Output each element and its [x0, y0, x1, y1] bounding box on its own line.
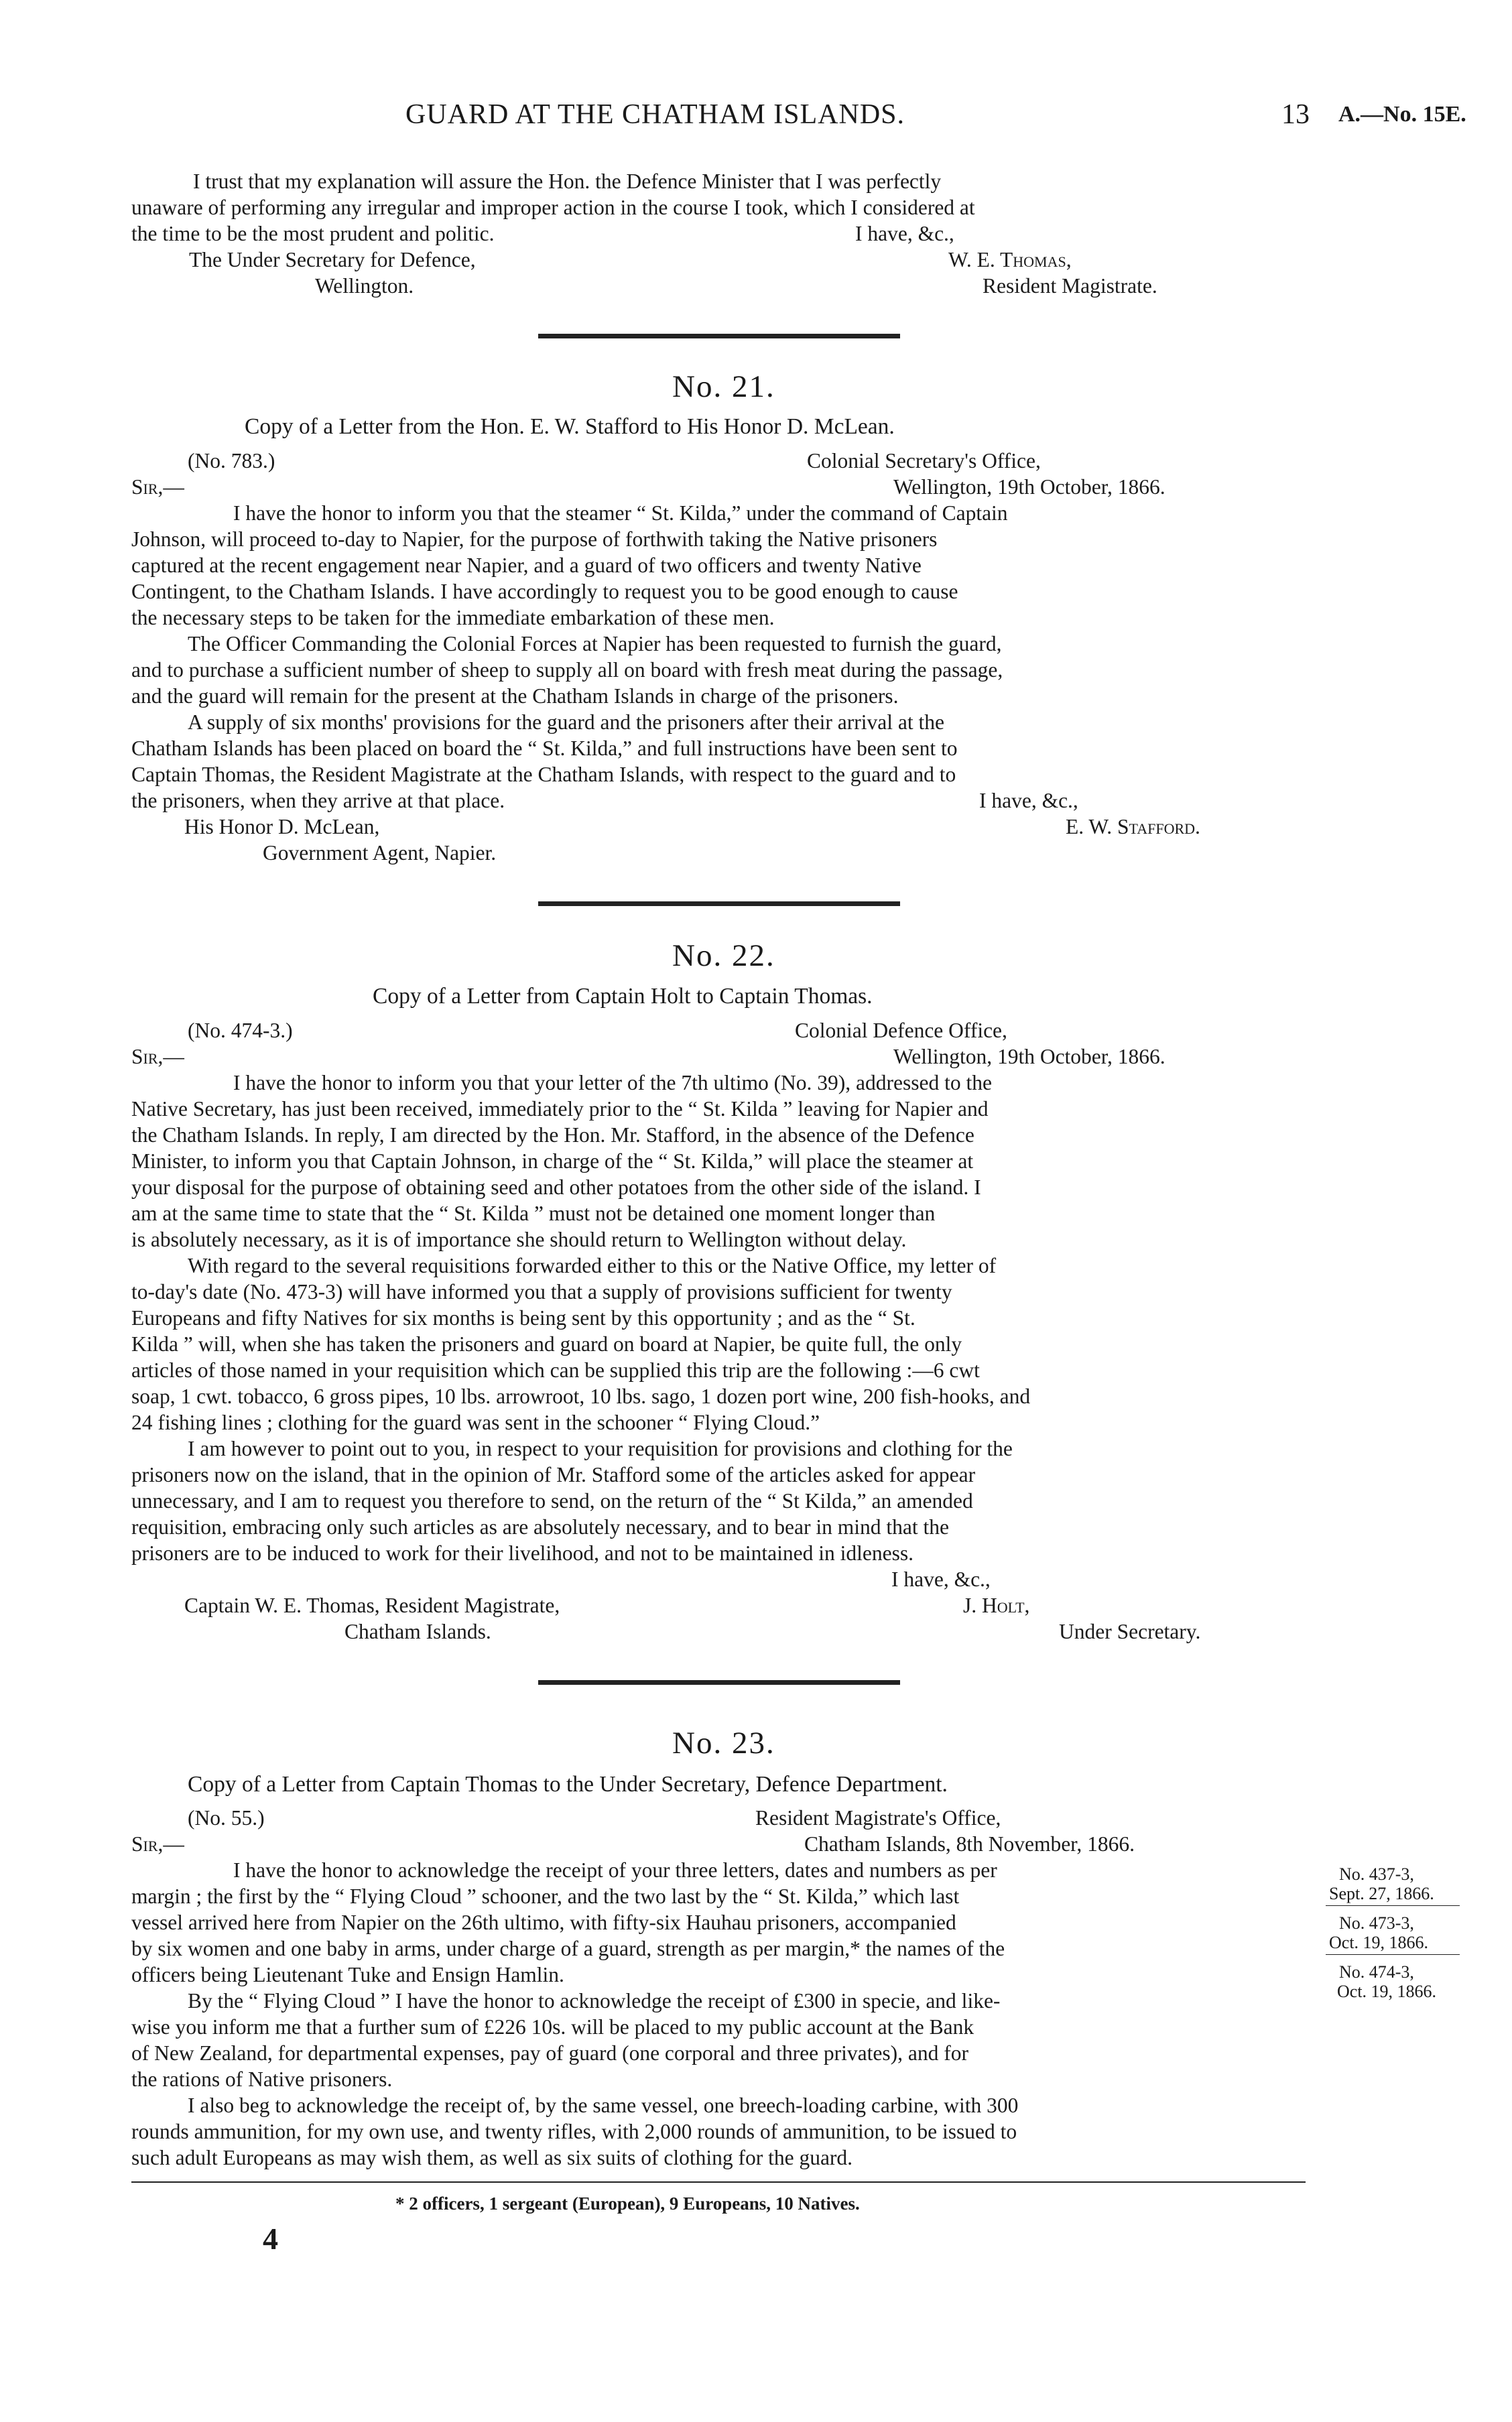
- body-line: Europeans and fifty Natives for six months is being sent by this opportunity ; and as the “ St.: [131, 1306, 916, 1330]
- office: Colonial Secretary's Office,: [807, 449, 1041, 472]
- date: Wellington, 19th October, 1866.: [893, 1045, 1166, 1068]
- letter-copy-line: Copy of a Letter from Captain Holt to Captain Thomas.: [373, 984, 873, 1009]
- body-line: Minister, to inform you that Captain Johnson, in charge of the “ St. Kilda,” will place the steamer at: [131, 1149, 974, 1173]
- addressee-line: Captain W. E. Thomas, Resident Magistrate,: [184, 1594, 560, 1617]
- margin-note-number: No. 437-3,: [1339, 1864, 1414, 1884]
- body-line: soap, 1 cwt. tobacco, 6 gross pipes, 10 lbs. arrowroot, 10 lbs. sago, 1 dozen port wine, 200 fish-hooks, and: [131, 1385, 1031, 1408]
- letter-number: No. 22.: [672, 938, 775, 973]
- footnote-rule: [131, 2181, 1306, 2183]
- body-line: such adult Europeans as may wish them, as well as six suits of clothing for the guard.: [131, 2146, 853, 2169]
- signature-line: J. Holt,: [963, 1594, 1030, 1617]
- addressee-line: Wellington.: [315, 274, 414, 298]
- letter-number: No. 23.: [672, 1726, 775, 1761]
- body-line: Johnson, will proceed to-day to Napier, for the purpose of forthwith taking the Native prisoners: [131, 527, 938, 551]
- body-line: by six women and one baby in arms, under charge of a guard, strength as per margin,* the names of the: [131, 1937, 1005, 1960]
- body-line: unnecessary, and I am to request you therefore to send, on the return of the “ St Kilda,” an amended: [131, 1489, 973, 1513]
- body-line: articles of those named in your requisition which can be supplied this trip are the following :—6 cwt: [131, 1358, 980, 1382]
- office: Resident Magistrate's Office,: [755, 1806, 1001, 1830]
- closing: I have, &c.,: [891, 1568, 991, 1591]
- body-line: Kilda ” will, when she has taken the prisoners and guard on board at Napier, be quite full, the only: [131, 1332, 962, 1356]
- section-divider: [538, 901, 900, 906]
- body-line: Captain Thomas, the Resident Magistrate at the Chatham Islands, with respect to the guard and to: [131, 763, 956, 786]
- salutation: Sir,—: [131, 475, 184, 499]
- section-divider: [538, 334, 900, 338]
- letter-copy-line: Copy of a Letter from Captain Thomas to the Under Secretary, Defence Department.: [188, 1772, 948, 1797]
- office: Colonial Defence Office,: [795, 1019, 1007, 1042]
- body-line: I have the honor to inform you that the steamer “ St. Kilda,” under the command of Captain: [233, 501, 1008, 525]
- signature-mark: 4: [263, 2222, 278, 2256]
- letter-ref: (No. 474-3.): [188, 1019, 293, 1042]
- margin-note-date: Oct. 19, 1866.: [1329, 1933, 1429, 1952]
- prev-letter-line: unaware of performing any irregular and improper action in the course I took, which I considered at: [131, 196, 975, 219]
- body-line: A supply of six months' provisions for the guard and the prisoners after their arrival at the: [188, 710, 944, 734]
- prev-letter-line: I trust that my explanation will assure the Hon. the Defence Minister that I was perfectly: [193, 170, 942, 193]
- margin-note-number: No. 474-3,: [1339, 1962, 1414, 1982]
- salutation: Sir,—: [131, 1832, 184, 1856]
- body-line: I also beg to acknowledge the receipt of, by the same vessel, one breech-loading carbine, with 300: [188, 2094, 1019, 2117]
- signature: E. W. Stafford.: [1066, 815, 1200, 838]
- body-line: I have the honor to acknowledge the receipt of your three letters, dates and numbers as per: [233, 1858, 997, 1882]
- date: Wellington, 19th October, 1866.: [893, 475, 1166, 499]
- section-divider: [538, 1680, 900, 1685]
- body-line: The Officer Commanding the Colonial Forces at Napier has been requested to furnish the guard,: [188, 632, 1002, 655]
- body-line: I am however to point out to you, in respect to your requisition for provisions and clothing for the: [188, 1437, 1013, 1460]
- prev-letter-line: the time to be the most prudent and politic.: [131, 222, 495, 245]
- letter-ref: (No. 55.): [188, 1806, 265, 1830]
- closing: I have, &c.,: [979, 789, 1078, 812]
- body-line: With regard to the several requisitions forwarded either to this or the Native Office, my letter of: [188, 1254, 997, 1277]
- body-line: of New Zealand, for departmental expenses, pay of guard (one corporal and three privates), and for: [131, 2041, 968, 2065]
- body-line: am at the same time to state that the “ St. Kilda ” must not be detained one moment longer than: [131, 1202, 936, 1225]
- margin-note-rule: [1326, 1905, 1460, 1906]
- signature-line: Resident Magistrate.: [983, 274, 1157, 298]
- margin-note-rule: [1326, 1954, 1460, 1955]
- margin-note-date: Sept. 27, 1866.: [1329, 1884, 1434, 1903]
- addressee-line: The Under Secretary for Defence,: [189, 248, 476, 271]
- body-line: and the guard will remain for the present at the Chatham Islands in charge of the prisoners.: [131, 684, 899, 708]
- body-line: requisition, embracing only such articles as are absolutely necessary, and to bear in mind that the: [131, 1515, 949, 1539]
- signature-line: Under Secretary.: [1059, 1620, 1201, 1643]
- page-number: 13: [1281, 99, 1310, 130]
- addressee-line: Chatham Islands.: [344, 1620, 491, 1643]
- body-line: prisoners now on the island, that in the opinion of Mr. Stafford some of the articles asked for appear: [131, 1463, 976, 1486]
- body-line: the prisoners, when they arrive at that place.: [131, 789, 505, 812]
- body-line: captured at the recent engagement near Napier, and a guard of two officers and twenty Native: [131, 554, 922, 577]
- addressee-line: His Honor D. McLean,: [184, 815, 380, 838]
- body-line: Contingent, to the Chatham Islands. I have accordingly to request you to be good enough to cause: [131, 580, 958, 603]
- body-line: I have the honor to inform you that your letter of the 7th ultimo (No. 39), addressed to the: [233, 1071, 992, 1094]
- signature-line: W. E. Thomas,: [948, 248, 1072, 271]
- letter-number: No. 21.: [672, 369, 775, 404]
- margin-note-date: Oct. 19, 1866.: [1337, 1982, 1437, 2001]
- addressee-line: Government Agent, Napier.: [263, 841, 497, 865]
- body-line: prisoners are to be induced to work for their livelihood, and not to be maintained in idleness.: [131, 1541, 914, 1565]
- document-reference: A.—No. 15E.: [1338, 102, 1466, 127]
- body-line: rounds ammunition, for my own use, and twenty rifles, with 2,000 rounds of ammunition, to be issued to: [131, 2120, 1017, 2143]
- body-line: Native Secretary, has just been received, immediately prior to the “ St. Kilda ” leaving for Napier and: [131, 1097, 989, 1121]
- body-line: 24 fishing lines ; clothing for the guard was sent in the schooner “ Flying Cloud.”: [131, 1411, 820, 1434]
- body-line: and to purchase a sufficient number of sheep to supply all on board with fresh meat during the passage,: [131, 658, 1003, 682]
- running-title: GUARD AT THE CHATHAM ISLANDS.: [405, 99, 905, 130]
- salutation: Sir,—: [131, 1045, 184, 1068]
- date: Chatham Islands, 8th November, 1866.: [804, 1832, 1135, 1856]
- footnote: * 2 officers, 1 sergeant (European), 9 Europeans, 10 Natives.: [395, 2193, 860, 2214]
- body-line: the rations of Native prisoners.: [131, 2067, 393, 2091]
- body-line: your disposal for the purpose of obtaining seed and other potatoes from the other side of the island. I: [131, 1175, 981, 1199]
- body-line: the Chatham Islands. In reply, I am directed by the Hon. Mr. Stafford, in the absence of the Defence: [131, 1123, 974, 1147]
- body-line: is absolutely necessary, as it is of importance she should return to Wellington without delay.: [131, 1228, 907, 1251]
- closing: I have, &c.,: [855, 222, 954, 245]
- body-line: officers being Lieutenant Tuke and Ensign Hamlin.: [131, 1963, 564, 1986]
- body-line: to-day's date (No. 473-3) will have informed you that a supply of provisions sufficient for twenty: [131, 1280, 952, 1303]
- letter-ref: (No. 783.): [188, 449, 275, 472]
- letter-copy-line: Copy of a Letter from the Hon. E. W. Stafford to His Honor D. McLean.: [245, 414, 895, 439]
- body-line: margin ; the first by the “ Flying Cloud ” schooner, and the two last by the “ St. Kilda,” which last: [131, 1885, 960, 1908]
- body-line: vessel arrived here from Napier on the 26th ultimo, with fifty-six Hauhau prisoners, accompanied: [131, 1911, 956, 1934]
- body-line: the necessary steps to be taken for the immediate embarkation of these men.: [131, 606, 775, 629]
- body-line: wise you inform me that a further sum of £226 10s. will be placed to my public account at the Bank: [131, 2015, 974, 2039]
- margin-note-number: No. 473-3,: [1339, 1913, 1414, 1933]
- body-line: By the “ Flying Cloud ” I have the honor to acknowledge the receipt of £300 in specie, and like-: [188, 1989, 1001, 2013]
- body-line: Chatham Islands has been placed on board the “ St. Kilda,” and full instructions have been sent to: [131, 737, 958, 760]
